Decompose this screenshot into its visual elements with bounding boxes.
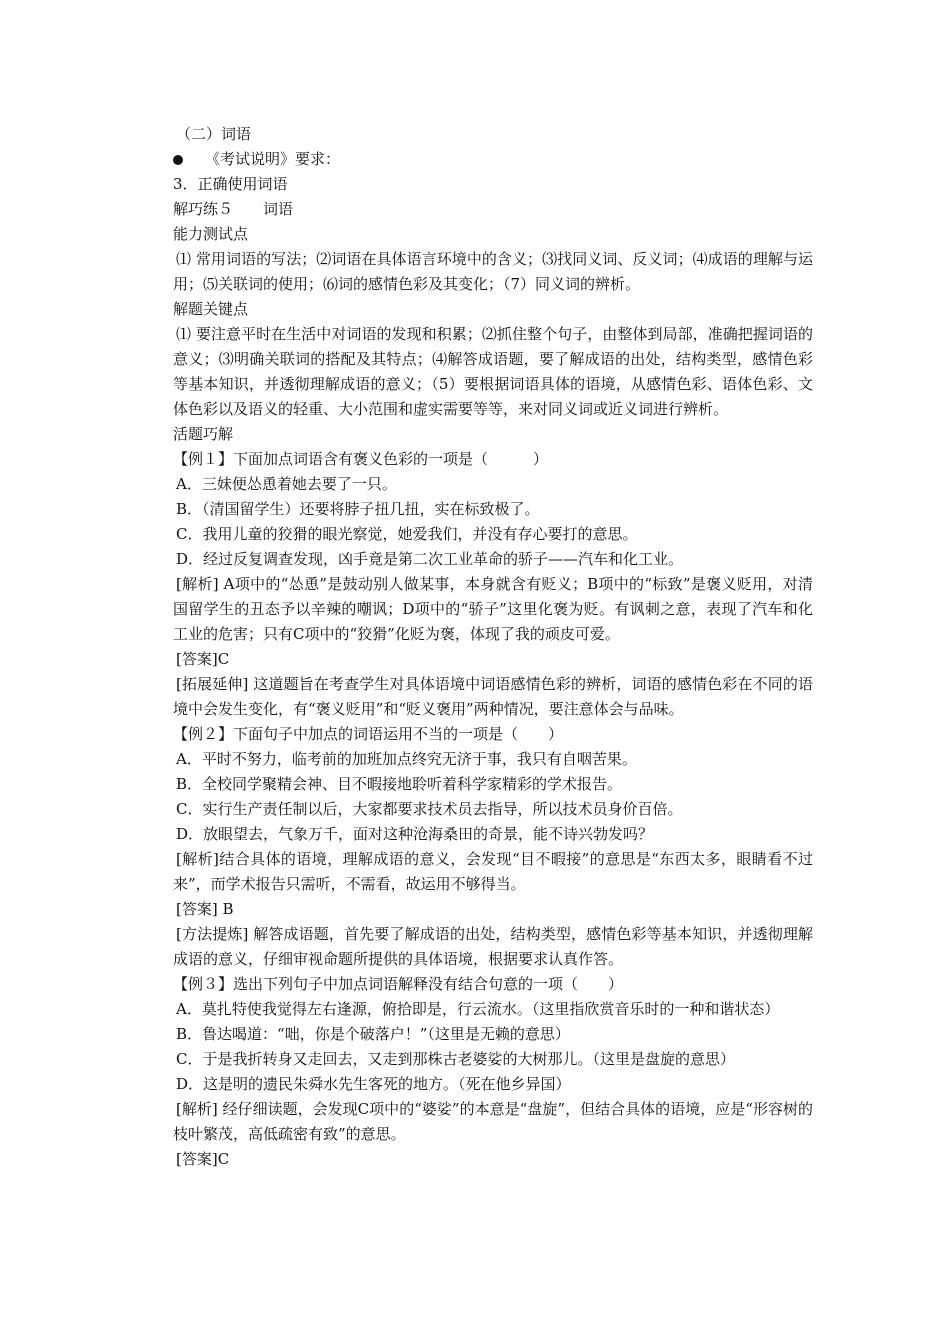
- example-2-option-a: A．平时不努力，临考前的加班加点终究无济于事，我只有自咽苦果。: [176, 750, 637, 768]
- requirement-line: [173, 147, 813, 172]
- example-1-option-d: D．经过反复调查发现，凶手竟是第二次工业革命的骄子——汽车和化工业。: [176, 550, 684, 568]
- example-1-analysis: [解析] A项中的“怂恿”是鼓动别人做某事，本身就含有贬义；B项中的“标致”是褒义贬用，对清国留学生的丑态予以辛辣的嘲讽；D项中的“骄子”这里化褒为贬。有讽刺之意，表现了汽车和化工业的危害；只有C项中的“狡猾”化贬为褒，体现了我的顽皮可爱。: [173, 575, 813, 643]
- example-3-answer: [答案]C: [176, 1150, 230, 1168]
- example-2-method: [方法提炼] 解答成语题，首先要了解成语的出处，结构类型，感情色彩等基本知识，并透彻理解成语的意义，仔细审视命题所提供的具体语境，根据要求认真作答。: [173, 925, 813, 968]
- example-1-extension: [拓展延伸] 这道题旨在考查学生对具体语境中词语感情色彩的辨析，词语的感情色彩在不同的语境中会发生变化，有“褒义贬用”和“贬义褒用”两种情况，要注意体会与品味。: [173, 675, 813, 718]
- item-3: 3．正确使用词语: [173, 175, 288, 193]
- document-body: [173, 122, 813, 1172]
- key-title: 解题关键点: [173, 300, 249, 318]
- ability-text: ⑴ 常用词语的写法；⑵词语在具体语言环境中的含义；⑶找同义词、反义词；⑷成语的理解与运用；⑸关联词的使用；⑹词的感情色彩及其变化；（7）同义词的辨析。: [173, 250, 813, 293]
- example-2-answer: [答案] B: [176, 900, 234, 918]
- practice-label: 解巧练５: [173, 200, 234, 218]
- example-2-analysis: [解析]结合具体的语境，理解成语的意义，会发现“目不暇接”的意思是“东西太多，眼睛看不过来”，而学术报告只需听，不需看，故运用不够得当。: [173, 850, 813, 893]
- requirement-text: 《考试说明》要求：: [205, 150, 341, 168]
- example-1-option-b: B．（清国留学生）还要将脖子扭几扭，实在标致极了。: [176, 500, 540, 518]
- section-title: （二）词语: [176, 125, 252, 143]
- bullet-icon: [173, 155, 183, 165]
- example-2-option-b: B．全校同学聚精会神、目不暇接地聆听着科学家精彩的学术报告。: [176, 775, 623, 793]
- example-1-option-a: A．三妹便怂恿着她去要了一只。: [176, 475, 397, 493]
- key-text: ⑴ 要注意平时在生活中对词语的发现和积累；⑵抓住整个句子，由整体到局部，准确把握词语的意义；⑶明确关联词的搭配及其特点；⑷解答成语题，要了解成语的出处，结构类型，感情色彩等基本知识，并透彻理解成语的意义；（5）要根据词语具体的语境，从感情色彩、语体色彩、文体色彩以及语义的轻重、大小范围和虚实需要等等，来对同义词或近义词进行辨析。: [173, 325, 813, 418]
- example-3-option-b: B．鲁达喝道：“咄，你是个破落户！”（这里是无赖的意思）: [176, 1025, 570, 1043]
- example-3-option-c: C．于是我折转身又走回去，又走到那株古老婆娑的大树那儿。（这里是盘旋的意思）: [176, 1050, 735, 1068]
- example-2-option-d: D．放眼望去，气象万千，面对这种沧海桑田的奇景，能不诗兴勃发吗？: [176, 825, 654, 843]
- example-3-option-a: A．莫扎特使我觉得左右逢源，俯拾即是，行云流水。（这里指欣赏音乐时的一种和谐状态）: [176, 1000, 780, 1018]
- ability-title: 能力测试点: [173, 225, 249, 243]
- example-2-question: 【例２】下面句子中加点的词语运用不当的一项是（ ）: [173, 725, 564, 743]
- example-3-question: 【例３】选出下列句子中加点词语解释没有结合句意的一项（ ）: [173, 975, 624, 993]
- example-3-analysis: [解析] 经仔细读题，会发现C项中的“婆娑”的本意是“盘旋”，但结合具体的语境，应是“形容树的枝叶繁茂，高低疏密有致”的意思。: [173, 1100, 813, 1143]
- example-3-option-d: D．这是明的遗民朱舜水先生客死的地方。（死在他乡异国）: [176, 1075, 571, 1093]
- example-1-question: 【例１】下面加点词语含有褒义色彩的一项是（ ）: [173, 450, 549, 468]
- practice-topic: 词语: [263, 200, 294, 218]
- example-1-answer: [答案]C: [176, 650, 230, 668]
- live-title: 活题巧解: [173, 425, 234, 443]
- example-1-option-c: C．我用儿童的狡猾的眼光察觉，她爱我们，并没有存心要打的意思。: [176, 525, 638, 543]
- practice-heading: [173, 197, 813, 222]
- example-2-option-c: C．实行生产责任制以后，大家都要求技术员去指导，所以技术员身价百倍。: [176, 800, 683, 818]
